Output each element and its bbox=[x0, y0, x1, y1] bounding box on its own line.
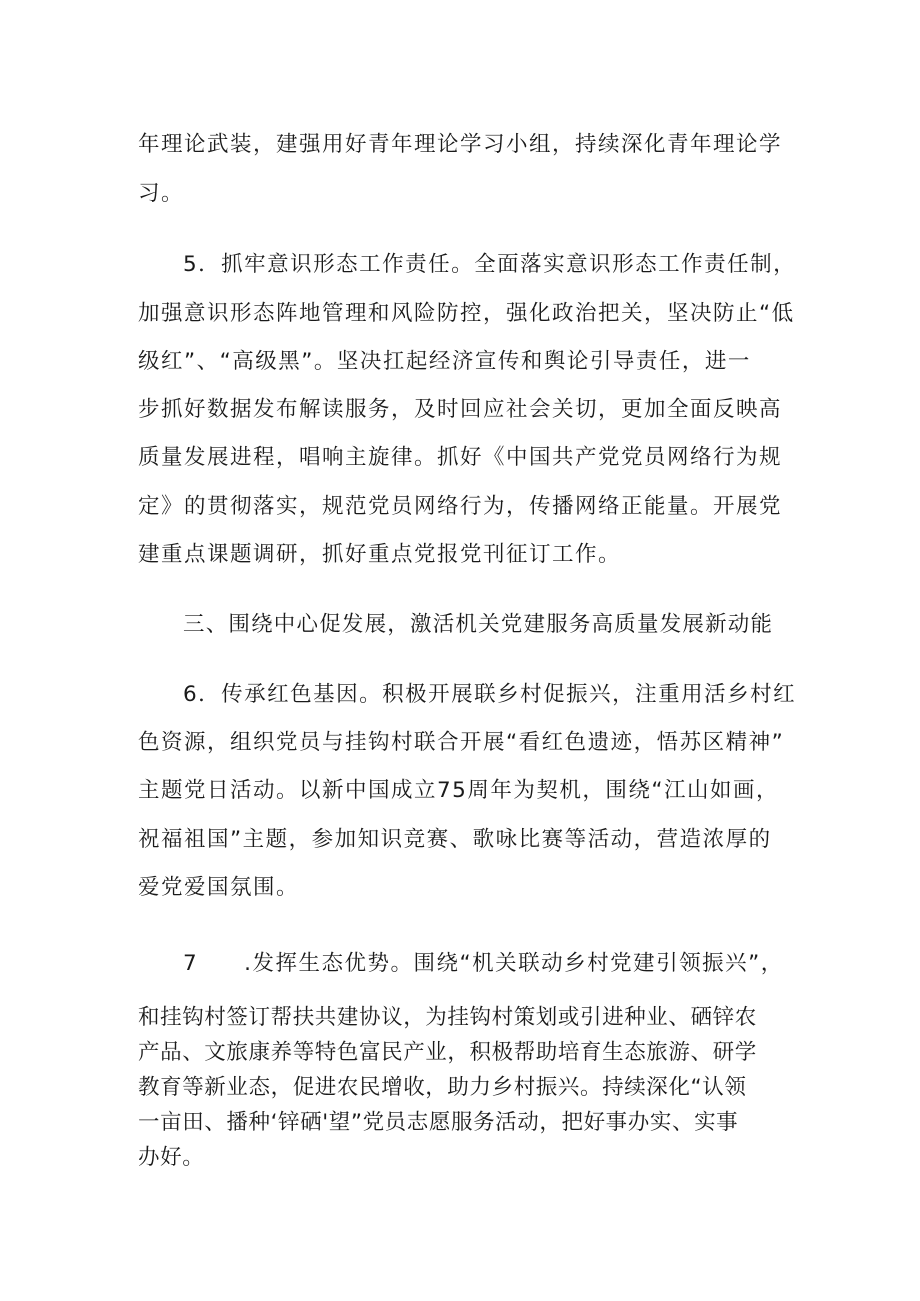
paragraph-1-line-1: 年理论武装，建强用好青年理论学习小组，持续深化青年理论学 bbox=[138, 132, 783, 157]
paragraph-4-line-1: 6．传承红色基因。积极开展联乡村促振兴，注重用活乡村红 bbox=[183, 682, 797, 707]
paragraph-5-line-2: 和挂钩村签订帮扶共建协议，为挂钩村策划或引进种业、硒锌农 bbox=[138, 1005, 757, 1030]
section-heading: 三、围绕中心促发展，激活机关党建服务高质量发展新动能 bbox=[183, 612, 774, 637]
paragraph-5-line-1: 7 .发挥生态优势。围绕“机关联动乡村党建引领振兴”， bbox=[183, 951, 784, 976]
paragraph-2-line-2: 加强意识形态阵地管理和风险防控，强化政治把关，坚决防止“低 bbox=[138, 301, 795, 326]
paragraph-1-line-2: 习。 bbox=[138, 181, 185, 206]
paragraph-5-line-3: 产品、文旅康养等特色富民产业，积极帮助培育生态旅游、研学 bbox=[138, 1040, 757, 1065]
paragraph-5-line-4: 教育等新业态，促进农民增收，助力乡村振兴。持续深化“认领 bbox=[138, 1075, 747, 1100]
paragraph-4-line-5: 爱党爱国氛围。 bbox=[138, 875, 300, 900]
paragraph-2-line-5: 质量发展进程，唱响主旋律。抓好《中国共产党党员网络行为规 bbox=[138, 445, 783, 470]
paragraph-2-line-1: 5．抓牢意识形态工作责任。全面落实意识形态工作责任制， bbox=[183, 252, 797, 277]
paragraph-5-line-6: 办好。 bbox=[138, 1145, 205, 1170]
paragraph-5-line-5: 一亩田、播种‘锌硒'望”党员志愿服务活动，把好事办实、实事 bbox=[138, 1110, 739, 1135]
paragraph-2-line-6: 定》的贯彻落实，规范党员网络行为，传播网络正能量。开展党 bbox=[138, 494, 783, 519]
paragraph-2-line-3: 级红”、“高级黑”。坚决扛起经济宣传和舆论引导责任，进一 bbox=[138, 349, 751, 374]
paragraph-4-line-3: 主题党日活动。以新中国成立75周年为契机，围绕“江山如画， bbox=[138, 778, 779, 803]
paragraph-2-line-4: 步抓好数据发布解读服务，及时回应社会关切，更加全面反映高 bbox=[138, 397, 783, 422]
paragraph-2-line-7: 建重点课题调研，抓好重点党报党刊征订工作。 bbox=[138, 542, 622, 567]
paragraph-4-line-4: 祝福祖国”主题，参加知识竞赛、歌咏比赛等活动，营造浓厚的 bbox=[138, 827, 772, 852]
paragraph-4-line-2: 色资源，组织党员与挂钩村联合开展“看红色遗迹，悟苏区精神” bbox=[138, 730, 785, 755]
